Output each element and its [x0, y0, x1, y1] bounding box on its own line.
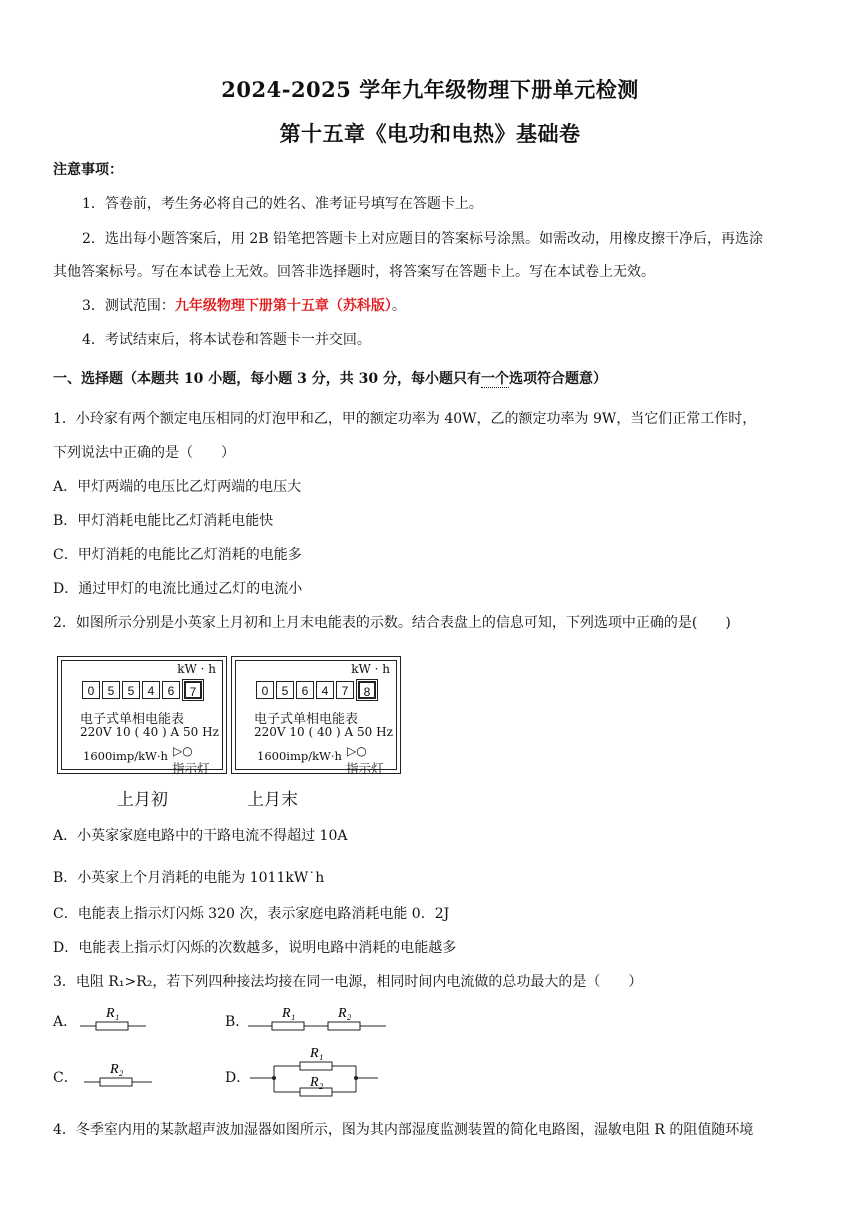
- meter-digit: 6: [162, 681, 180, 699]
- resistor-r1-label: R₁: [282, 1006, 296, 1021]
- meter-name: 电子式单相电能表: [80, 712, 185, 727]
- notice-item-3-prefix: 3．测试范围：: [82, 298, 175, 314]
- q3-option-d-label: D．: [225, 1070, 251, 1086]
- indicator-lamp-label: 指示灯: [346, 761, 384, 776]
- chapter-title: 第十五章《电功和电热》基础卷: [279, 121, 581, 146]
- q2-option-d: D．电能表上指示灯闪烁的次数越多，说明电路中消耗的电能越多: [53, 940, 457, 956]
- notice-item-1: 1．答卷前，考生务必将自己的姓名、准考证号填写在答题卡上。: [82, 196, 483, 212]
- q3-option-c-label: C．: [53, 1070, 78, 1086]
- exam-title: 2024-2025 学年九年级物理下册单元检测: [221, 77, 639, 102]
- notice-item-4: 4．考试结束后，将本试卷和答题卡一并交回。: [82, 332, 371, 348]
- meter-digit: 6: [296, 681, 314, 699]
- resistor-r2-label: R₂: [310, 1075, 324, 1090]
- notice-item-3-suffix: 。: [391, 298, 406, 314]
- meter-decimal-digit: 7: [184, 681, 202, 699]
- q1-option-a: A．甲灯两端的电压比乙灯两端的电压大: [53, 479, 302, 495]
- resistor-r2-symbol: [100, 1078, 132, 1086]
- resistor-r1-symbol: [96, 1022, 128, 1030]
- notice-item-2-line-1: 2．选出每小题答案后，用 2B 铅笔把答题卡上对应题目的答案标号涂黑。如需改动，用橡皮擦干净后，再选涂: [82, 231, 764, 247]
- circuit-b-diagram: [248, 1002, 388, 1036]
- meter-digit: 4: [316, 681, 334, 699]
- meter-digit: 0: [256, 681, 274, 699]
- q3-stem: 3．电阻 R₁>R₂，若下列四种接法均接在同一电源，相同时间内电流做的总功最大的是（ ）: [53, 974, 643, 990]
- circuit-c-diagram: [84, 1058, 156, 1092]
- meter-impulse-constant: 1600imp/kW·h: [83, 749, 168, 763]
- meter-caption-end: 上月末: [247, 790, 298, 810]
- meter-decimal-digit: 8: [358, 681, 376, 699]
- resistor-r2-label: R₂: [338, 1006, 352, 1021]
- meter-unit: kW · h: [351, 662, 390, 676]
- indicator-lamp-label: 指示灯: [172, 761, 210, 776]
- meter-impulse-constant: 1600imp/kW·h: [257, 749, 342, 763]
- q1-option-c: C．甲灯消耗的电能比乙灯消耗的电能多: [53, 547, 302, 563]
- meter-caption-start: 上月初: [117, 790, 168, 810]
- section-heading: [53, 369, 607, 389]
- meter-digit: 5: [102, 681, 120, 699]
- meter-spec: 220V 10 ( 40 ) A 50 Hz: [80, 725, 219, 739]
- meter-spec: 220V 10 ( 40 ) A 50 Hz: [254, 725, 393, 739]
- circuit-a-diagram: [80, 1002, 150, 1036]
- q2-stem: 2．如图所示分别是小英家上月初和上月末电能表的示数。结合表盘上的信息可知，下列选项中正确的是( ): [53, 615, 731, 631]
- q1-stem-line-1: 1．小玲家有两个额定电压相同的灯泡甲和乙，甲的额定功率为 40W，乙的额定功率为 9W，当它们正常工作时，: [53, 411, 757, 427]
- notice-item-2-line-2: 其他答案标号。写在本试卷上无效。回答非选择题时，将答案写在答题卡上。写在本试卷上无效。: [53, 264, 655, 280]
- resistor-r1-label: R₁: [310, 1046, 324, 1061]
- indicator-lamp-icon: ▷○: [347, 744, 367, 758]
- meter-month-start: [57, 656, 227, 774]
- indicator-lamp-icon: ▷○: [173, 744, 193, 758]
- meter-digit: 4: [142, 681, 160, 699]
- q2-option-c: C．电能表上指示灯闪烁 320 次，表示家庭电路消耗电能 0．2J: [53, 906, 450, 922]
- notice-heading: 注意事项：: [53, 162, 123, 178]
- meter-name: 电子式单相电能表: [254, 712, 359, 727]
- notice-item-3: [82, 296, 406, 316]
- meter-digit: 5: [276, 681, 294, 699]
- meter-digit: 5: [122, 681, 140, 699]
- resistor-r1-label: R₁: [106, 1006, 120, 1021]
- test-scope: 九年级物理下册第十五章（苏科版）: [174, 298, 392, 314]
- q2-option-a: A．小英家家庭电路中的干路电流不得超过 10A: [53, 828, 348, 844]
- meter-month-end: [231, 656, 401, 774]
- meter-digit: 7: [336, 681, 354, 699]
- q1-stem-line-2: 下列说法中正确的是（ ）: [53, 445, 235, 461]
- resistor-r1-symbol: [272, 1022, 304, 1030]
- section-heading-prefix: 一、选择题（本题共 10 小题，每小题 3 分，共 30 分，每小题只有: [53, 371, 481, 387]
- q1-option-b: B．甲灯消耗电能比乙灯消耗电能快: [53, 513, 274, 529]
- resistor-r2-label: R₂: [110, 1062, 124, 1077]
- section-heading-suffix: 选项符合题意）: [508, 371, 607, 387]
- meter-reading: [256, 681, 378, 699]
- q1-option-d: D．通过甲灯的电流比通过乙灯的电流小: [53, 581, 303, 597]
- resistor-r2-symbol: [328, 1022, 360, 1030]
- q4-stem: 4．冬季室内用的某款超声波加湿器如图所示，图为其内部湿度监测装置的简化电路图，湿敏电阻 R 的阻值随环境: [53, 1122, 754, 1138]
- q2-option-b: B．小英家上个月消耗的电能为 1011kW˙h: [53, 870, 325, 886]
- circuit-d-diagram: [250, 1040, 380, 1104]
- meter-unit: kW · h: [177, 662, 216, 676]
- q3-option-a-label: A．: [53, 1014, 78, 1030]
- section-heading-emphasis: 一个: [480, 371, 509, 387]
- resistor-r1-symbol: [300, 1062, 332, 1070]
- meter-digit: 0: [82, 681, 100, 699]
- q3-option-b-label: B．: [225, 1014, 250, 1030]
- meter-reading: [82, 681, 204, 699]
